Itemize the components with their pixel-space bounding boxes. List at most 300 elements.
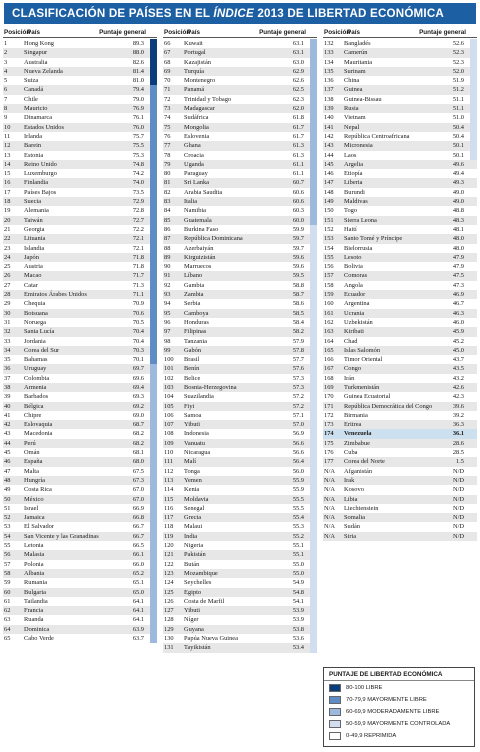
row-score: 50.1: [452, 151, 464, 159]
row-rank: 22: [4, 235, 11, 243]
table-row: [163, 588, 317, 597]
row-country: Chile: [24, 95, 38, 103]
row-score: 52.3: [452, 58, 464, 66]
row-score: 72.1: [132, 244, 144, 252]
row-score: 57.3: [292, 374, 304, 382]
score-category-bar: [150, 318, 157, 327]
row-rank: 32: [4, 328, 11, 336]
row-score: 61.3: [292, 142, 304, 150]
table-row: [163, 634, 317, 643]
score-category-bar: [310, 67, 317, 76]
row-rank: 35: [4, 356, 11, 364]
score-category-bar: [150, 206, 157, 215]
row-country: Montenegro: [184, 77, 216, 85]
row-score: N/D: [452, 495, 464, 503]
row-rank: 154: [324, 244, 334, 252]
row-score: 47.5: [452, 272, 464, 280]
row-score: 64.1: [132, 616, 144, 624]
row-rank: 104: [164, 393, 174, 401]
row-country: Costa de Marfil: [184, 597, 225, 605]
row-rank: 121: [164, 551, 174, 559]
row-rank: 141: [324, 123, 334, 131]
row-country: Armenia: [24, 383, 47, 391]
table-row: [163, 504, 317, 513]
row-country: Irlanda: [24, 132, 43, 140]
table-row: [323, 216, 477, 225]
score-category-bar: [150, 606, 157, 615]
table-row: [3, 606, 157, 615]
score-category-bar: [150, 262, 157, 271]
row-rank: 92: [164, 281, 171, 289]
row-country: Chequia: [24, 300, 46, 308]
row-rank: 122: [164, 560, 174, 568]
row-country: Mauritania: [344, 58, 373, 66]
score-category-bar: [150, 457, 157, 466]
row-score: 55.0: [292, 560, 304, 568]
legend-swatch: [329, 684, 341, 692]
score-category-bar: [310, 253, 317, 262]
score-category-bar: [310, 132, 317, 141]
row-score: 61.1: [292, 170, 304, 178]
row-country: Macao: [24, 272, 42, 280]
row-country: Surinam: [344, 67, 366, 75]
row-score: 63.7: [132, 635, 144, 642]
row-country: Panamá: [184, 86, 205, 94]
row-score: 36.3: [452, 421, 464, 429]
row-country: Marruecos: [184, 263, 212, 271]
table-row: [163, 513, 317, 522]
row-rank: N/A: [324, 495, 336, 503]
row-rank: 10: [4, 123, 11, 131]
score-category-bar: [310, 495, 317, 504]
row-score: 58.2: [292, 328, 304, 336]
table-row: [3, 532, 157, 541]
row-rank: 98: [164, 337, 171, 345]
score-category-bar: [470, 151, 477, 160]
header-position: Posición: [164, 29, 191, 36]
row-rank: 66: [164, 40, 171, 47]
title-emphasis: ÍNDICE: [213, 7, 254, 20]
table-row: [163, 625, 317, 634]
score-category-bar: [470, 85, 477, 94]
row-country: Irak: [344, 476, 355, 484]
row-country: Burkina Faso: [184, 225, 219, 233]
row-score: 58.4: [292, 318, 304, 326]
row-score: 59.5: [292, 272, 304, 280]
row-score: 53.6: [292, 635, 304, 642]
table-row: [163, 318, 317, 327]
score-category-bar: [150, 429, 157, 438]
row-country: Croacia: [184, 151, 204, 159]
table-row: [3, 262, 157, 271]
row-rank: 8: [4, 105, 8, 113]
row-country: Lesoto: [344, 253, 362, 261]
table-row: [3, 299, 157, 308]
row-rank: 78: [164, 151, 171, 159]
row-country: Canadá: [24, 86, 44, 94]
row-country: Moldavia: [184, 495, 209, 503]
table-row: [3, 178, 157, 187]
row-score: 36.1: [452, 430, 464, 438]
score-category-bar: [310, 476, 317, 485]
row-rank: 106: [164, 411, 174, 419]
table-row: [3, 39, 157, 48]
row-score: 46.9: [452, 291, 464, 299]
row-rank: 52: [4, 514, 11, 522]
row-rank: 133: [324, 49, 334, 57]
row-country: Corea del Norte: [344, 458, 385, 466]
table-row: [163, 67, 317, 76]
row-country: Sri Lanka: [184, 179, 210, 187]
row-score: 63.0: [292, 58, 304, 66]
row-score: 62.6: [292, 77, 304, 85]
table-row: [3, 290, 157, 299]
row-country: Bélgica: [24, 402, 44, 410]
row-rank: 112: [164, 467, 174, 475]
row-country: Rumania: [24, 579, 48, 587]
score-category-bar: [470, 104, 477, 113]
row-rank: 173: [324, 421, 334, 429]
row-rank: 94: [164, 300, 171, 308]
score-category-bar: [310, 532, 317, 541]
table-row: [163, 569, 317, 578]
row-country: Lituania: [24, 235, 46, 243]
score-category-bar: [150, 448, 157, 457]
score-category-bar: [310, 169, 317, 178]
row-rank: 125: [164, 588, 174, 596]
score-category-bar: [150, 374, 157, 383]
row-country: Guyana: [184, 625, 204, 633]
score-category-bar: [150, 76, 157, 85]
row-rank: 162: [324, 318, 334, 326]
row-rank: 79: [164, 160, 171, 168]
row-country: Taiwán: [24, 216, 43, 224]
table-row: [163, 429, 317, 438]
score-category-bar: [310, 95, 317, 104]
row-score: 73.5: [132, 188, 144, 196]
table-row: [323, 364, 477, 373]
row-country: Suiza: [24, 77, 39, 85]
row-rank: 63: [4, 616, 11, 624]
row-country: Vietnam: [344, 114, 366, 122]
table-row: [3, 448, 157, 457]
row-rank: 71: [164, 86, 171, 94]
table-row: [3, 541, 157, 550]
row-score: 52.3: [452, 49, 464, 57]
score-category-bar: [470, 48, 477, 57]
row-rank: 120: [164, 542, 174, 550]
row-score: 57.2: [292, 393, 304, 401]
table-row: [323, 39, 477, 48]
row-country: Siria: [344, 532, 357, 540]
row-country: Kirguizistán: [184, 253, 216, 261]
table-row: [323, 504, 477, 513]
row-score: 67.0: [132, 486, 144, 494]
row-rank: 72: [164, 95, 171, 103]
row-score: 70.4: [132, 337, 144, 345]
row-score: 49.6: [452, 160, 464, 168]
row-rank: 139: [324, 105, 334, 113]
row-rank: 47: [4, 467, 11, 475]
table-row: [3, 151, 157, 160]
row-country: Madagascar: [184, 105, 215, 113]
table-row: [3, 392, 157, 401]
row-rank: 81: [164, 179, 171, 187]
row-country: Samoa: [184, 411, 202, 419]
row-country: Tonga: [184, 467, 200, 475]
row-rank: 124: [164, 579, 174, 587]
score-category-bar: [150, 178, 157, 187]
row-country: Gambia: [184, 281, 205, 289]
row-score: 61.8: [292, 114, 304, 122]
score-category-bar: [470, 58, 477, 67]
row-rank: 134: [324, 58, 334, 66]
table-row: [163, 643, 317, 652]
table-row: [163, 532, 317, 541]
row-score: 72.2: [132, 225, 144, 233]
row-rank: 33: [4, 337, 11, 345]
score-category-bar: [470, 132, 477, 141]
score-category-bar: [310, 588, 317, 597]
row-country: Jordania: [24, 337, 46, 345]
row-score: 39.6: [452, 402, 464, 410]
row-score: 70.1: [132, 356, 144, 364]
row-score: 70.4: [132, 328, 144, 336]
score-category-bar: [310, 76, 317, 85]
table-row: [163, 225, 317, 234]
row-country: Bulgaria: [24, 588, 47, 596]
table-row: [163, 327, 317, 336]
table-row: [163, 95, 317, 104]
score-category-bar: [310, 615, 317, 624]
table-row: [323, 290, 477, 299]
row-rank: 88: [164, 244, 171, 252]
row-rank: 86: [164, 225, 171, 233]
legend-item: [324, 719, 474, 729]
legend-title: PUNTAJE DE LIBERTAD ECONÓMICA: [324, 668, 474, 681]
row-country: Japón: [24, 253, 39, 261]
row-country: Guatemala: [184, 216, 212, 224]
row-country: Azerbaiyán: [184, 244, 214, 252]
row-rank: 157: [324, 272, 334, 280]
table-row: [3, 188, 157, 197]
row-rank: 25: [4, 263, 11, 271]
row-country: Emiratos Árabes Unidos: [24, 291, 87, 299]
score-category-bar: [310, 299, 317, 308]
row-rank: 147: [324, 179, 334, 187]
row-country: Israel: [24, 504, 39, 512]
row-rank: 45: [4, 449, 11, 457]
table-row: [163, 467, 317, 476]
legend-swatch: [329, 720, 341, 728]
table-row: [3, 197, 157, 206]
row-rank: 44: [4, 439, 11, 447]
score-category-bar: [150, 39, 157, 48]
row-score: 71.8: [132, 263, 144, 271]
table-row: [323, 402, 477, 411]
table-row: [3, 281, 157, 290]
row-score: 69.2: [132, 402, 144, 410]
table-row: [3, 522, 157, 531]
row-country: Zimbabue: [344, 439, 370, 447]
score-category-bar: [310, 625, 317, 634]
score-category-bar: [310, 402, 317, 411]
row-rank: N/A: [324, 523, 336, 531]
row-rank: 1: [4, 40, 8, 47]
score-category-bar: [310, 485, 317, 494]
row-country: Bahamas: [24, 356, 48, 364]
table-row: [163, 48, 317, 57]
score-category-bar: [150, 169, 157, 178]
page-title: CLASIFICACIÓN DE PAÍSES EN EL ÍNDICE 2013 DE LIBERTAD ECONÓMICA: [4, 3, 476, 24]
row-score: 70.6: [132, 309, 144, 317]
table-row: [163, 234, 317, 243]
table-row: [3, 504, 157, 513]
row-rank: 145: [324, 160, 334, 168]
row-score: 57.3: [292, 383, 304, 391]
row-score: 66.7: [132, 532, 144, 540]
row-rank: 55: [4, 542, 11, 550]
row-rank: 113: [164, 476, 174, 484]
table-row: [323, 411, 477, 420]
row-country: Bután: [184, 560, 200, 568]
row-country: Irán: [344, 374, 355, 382]
row-country: Tanzania: [184, 337, 207, 345]
row-score: 60.7: [292, 179, 304, 187]
row-country: Fiyi: [184, 402, 195, 410]
row-score: N/D: [452, 523, 464, 531]
score-category-bar: [150, 364, 157, 373]
row-country: Bangladés: [344, 40, 371, 47]
row-score: N/D: [452, 486, 464, 494]
row-score: 58.7: [292, 291, 304, 299]
legend-label: 50-59,9 MAYORMENTE CONTROLADA: [346, 721, 451, 727]
row-score: 67.0: [132, 495, 144, 503]
legend-item: [324, 695, 474, 705]
table-row: [163, 550, 317, 559]
row-score: 69.0: [132, 411, 144, 419]
row-score: 70.9: [132, 300, 144, 308]
score-category-bar: [150, 225, 157, 234]
row-country: Jamaica: [24, 514, 45, 522]
row-country: Congo: [344, 365, 362, 373]
row-rank: 159: [324, 291, 334, 299]
row-country: Senegal: [184, 504, 205, 512]
row-country: Sudán: [344, 523, 360, 531]
row-rank: 73: [164, 105, 171, 113]
row-rank: 101: [164, 365, 174, 373]
table-row: [3, 67, 157, 76]
row-score: 74.8: [132, 160, 144, 168]
row-rank: 127: [164, 607, 174, 615]
row-score: 62.0: [292, 105, 304, 113]
row-country: Luxemburgo: [24, 170, 57, 178]
row-rank: 77: [164, 142, 171, 150]
table-row: [3, 169, 157, 178]
row-score: 72.7: [132, 216, 144, 224]
row-rank: 70: [164, 77, 171, 85]
row-score: N/D: [452, 467, 464, 475]
row-rank: 164: [324, 337, 334, 345]
table-row: [323, 309, 477, 318]
row-rank: 109: [164, 439, 174, 447]
row-rank: 9: [4, 114, 8, 122]
score-category-bar: [310, 197, 317, 206]
row-score: 55.0: [292, 569, 304, 577]
table-row: [163, 411, 317, 420]
row-country: Pakistán: [184, 551, 206, 559]
row-country: Liberia: [344, 179, 363, 187]
row-country: Uzbekistán: [344, 318, 373, 326]
row-country: Líbano: [184, 272, 203, 280]
table-row: [3, 337, 157, 346]
table-row: [163, 178, 317, 187]
row-score: 89.3: [132, 40, 144, 47]
row-score: 47.3: [452, 281, 464, 289]
score-category-bar: [310, 364, 317, 373]
table-row: [163, 476, 317, 485]
row-score: 69.4: [132, 383, 144, 391]
table-row: [3, 225, 157, 234]
score-category-bar: [310, 225, 317, 234]
row-score: 75.3: [132, 151, 144, 159]
score-category-bar: [310, 309, 317, 318]
row-rank: 7: [4, 95, 8, 103]
row-score: 51.1: [452, 95, 464, 103]
row-rank: 68: [164, 58, 171, 66]
row-rank: 150: [324, 207, 334, 215]
row-score: N/D: [452, 476, 464, 484]
row-country: Sudáfrica: [184, 114, 209, 122]
row-rank: 27: [4, 281, 11, 289]
row-country: Eritrea: [344, 421, 362, 429]
table-row: [3, 85, 157, 94]
table-row: [3, 58, 157, 67]
row-country: Austria: [24, 263, 43, 271]
row-rank: 163: [324, 328, 334, 336]
row-country: Barbados: [24, 393, 49, 401]
row-country: Bosnia-Herzegovina: [184, 383, 237, 391]
ranking-rows: [323, 39, 477, 541]
score-category-bar: [150, 532, 157, 541]
row-score: 45.9: [452, 328, 464, 336]
row-score: 69.7: [132, 365, 144, 373]
table-row: [3, 485, 157, 494]
score-category-bar: [150, 309, 157, 318]
row-score: 66.5: [132, 542, 144, 550]
row-rank: 83: [164, 198, 171, 206]
row-score: 49.4: [452, 170, 464, 178]
row-country: Islandia: [24, 244, 45, 252]
row-rank: 37: [4, 374, 11, 382]
row-country: Nueva Zelanda: [24, 67, 63, 75]
score-category-bar: [150, 113, 157, 122]
table-row: [163, 374, 317, 383]
row-rank: 91: [164, 272, 171, 280]
row-country: Afganistán: [344, 467, 373, 475]
row-score: 79.4: [132, 86, 144, 94]
row-score: 71.8: [132, 253, 144, 261]
row-score: 75.5: [132, 142, 144, 150]
row-country: Eslovenia: [184, 132, 210, 140]
table-row: [323, 197, 477, 206]
table-row: [323, 85, 477, 94]
row-score: 1.5: [456, 458, 464, 466]
ranking-column-3: [323, 27, 477, 541]
row-rank: 115: [164, 495, 174, 503]
row-country: Trinidad y Tobago: [184, 95, 232, 103]
score-category-bar: [150, 299, 157, 308]
